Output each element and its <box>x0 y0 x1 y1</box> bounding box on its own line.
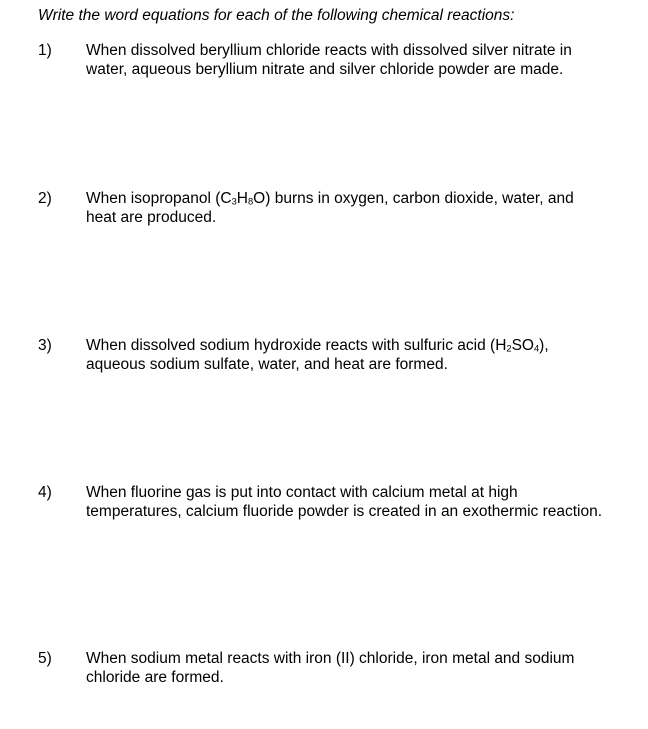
question-4 <box>38 483 608 521</box>
chemical-formula: $H_2SO_4$ <box>495 337 540 354</box>
question-number: 5) <box>38 650 52 667</box>
question-text-before: When isopropanol ( <box>86 190 221 207</box>
question-1 <box>38 41 608 79</box>
question-text <box>86 336 606 374</box>
question-text: When fluorine gas is put into contact with calcium metal at high temperatures, calcium fluoride powder is created in an exothermic reaction. <box>86 484 603 520</box>
question-text <box>86 189 606 227</box>
chemical-formula: $C_3H_8O$ <box>220 190 266 207</box>
question-2 <box>38 189 608 227</box>
question-number: 3) <box>38 337 52 354</box>
question-number: 1) <box>38 42 52 59</box>
question-3 <box>38 336 608 374</box>
question-text: When sodium metal reacts with iron (II) chloride, iron metal and sodium chloride are formed. <box>86 650 575 686</box>
question-text: When dissolved beryllium chloride reacts with dissolved silver nitrate in water, aqueous beryllium nitrate and silver chloride powder are made. <box>86 42 572 78</box>
question-5 <box>38 649 608 687</box>
question-text-after: ), aqueous sodium sulfate, water, and heat are formed. <box>86 337 549 373</box>
question-number: 4) <box>38 484 52 501</box>
worksheet-instructions: Write the word equations for each of the following chemical reactions: <box>38 7 515 24</box>
question-text-after: ) burns in oxygen, carbon dioxide, water, and heat are produced. <box>86 190 574 226</box>
question-text-before: When dissolved sodium hydroxide reacts with sulfuric acid ( <box>86 337 496 354</box>
question-number: 2) <box>38 190 52 207</box>
